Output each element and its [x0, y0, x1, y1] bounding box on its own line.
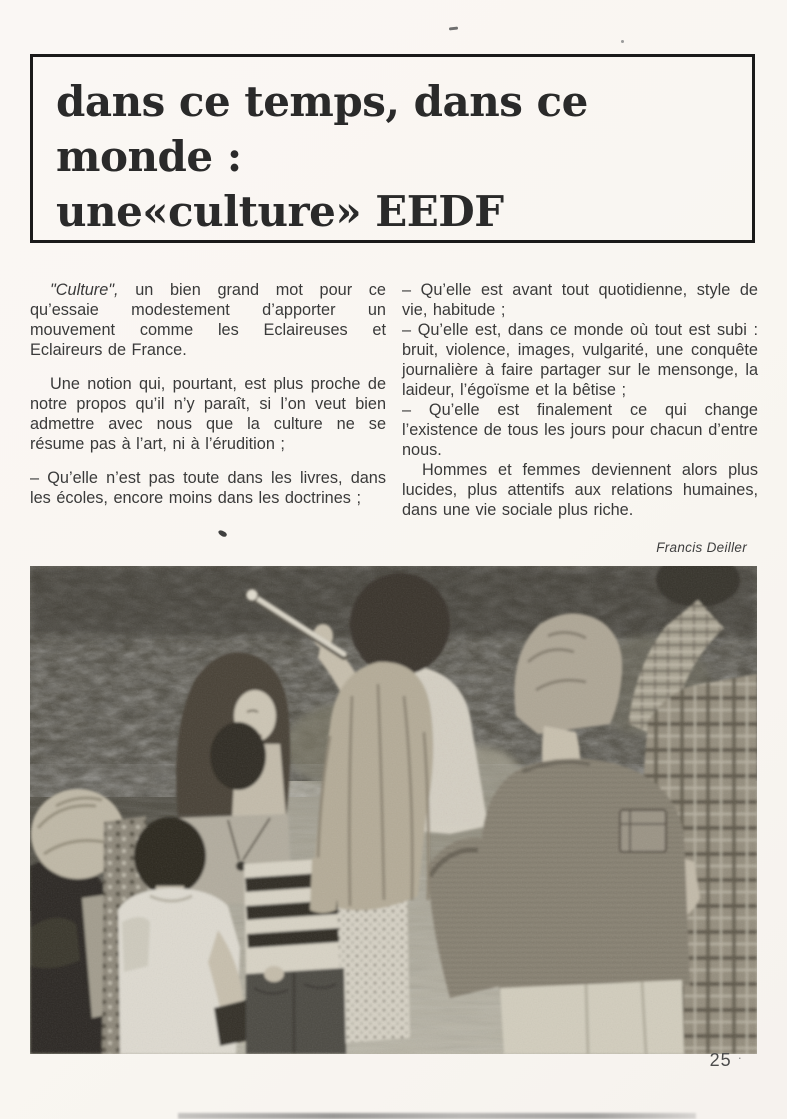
scan-artifact	[449, 27, 458, 31]
scan-artifact	[621, 40, 624, 43]
article-photo	[30, 566, 757, 1054]
left-column	[30, 280, 386, 520]
page-title-line2: une«culture» EEDF	[56, 187, 504, 236]
right-column	[402, 280, 758, 520]
page-title	[56, 74, 752, 239]
page-number-dot: ·	[737, 1050, 743, 1065]
italic-lead: "Culture",	[50, 281, 119, 299]
paragraph: Hommes et femmes deviennent alors plus lucides, plus attentifs aux relations humaines, dans une vie sociale plus riche.	[402, 461, 758, 519]
page-title-line1: dans ce temps, dans ce monde :	[56, 77, 588, 181]
article-photo-image	[30, 566, 757, 1054]
paragraph: – Qu’elle est avant tout quotidienne, style de vie, habitude ;	[402, 281, 758, 319]
scan-edge-strip	[178, 1113, 696, 1119]
paragraph: "Culture", un bien grand mot pour ce qu’essaie modestement d’apporter un mouvement comme les Eclaireuses et Eclaireurs de France.	[30, 281, 386, 359]
paragraph: – Qu’elle est, dans ce monde où tout est subi : bruit, violence, images, vulgarité, une conquête journalière à faire partager sur le mensonge, la laideur, l’égoïsme et la bêtise ;	[402, 321, 758, 399]
title-box	[30, 54, 755, 243]
paragraph: – Qu’elle est finalement ce qui change l’existence de tous les jours pour chacun d’entre nous.	[402, 401, 758, 459]
author-attribution: Francis Deiller	[656, 540, 747, 555]
article-body	[30, 280, 758, 520]
photo-grain-overlay	[30, 566, 757, 1054]
paragraph: Une notion qui, pourtant, est plus proche de notre propos qu’il n’y paraît, si l’on veut bien admettre avec nous que la culture ne se résume pas à l’art, ni à l’érudition ;	[30, 375, 386, 453]
page-number: 25 ·	[709, 1050, 743, 1070]
paragraph: – Qu’elle n’est pas toute dans les livres, dans les écoles, encore moins dans les doctrines ;	[30, 469, 386, 507]
scan-artifact	[217, 529, 227, 538]
